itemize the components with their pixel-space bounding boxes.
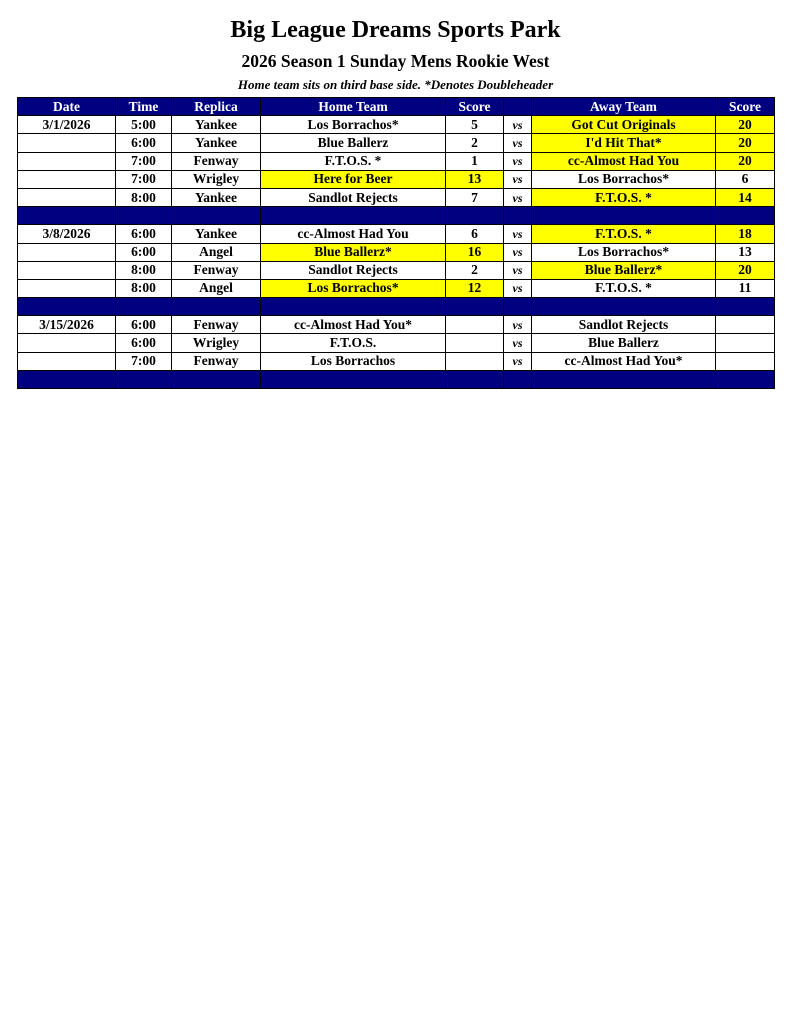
away-team-cell: Los Borrachos* xyxy=(532,170,716,188)
replica-cell: Wrigley xyxy=(172,170,261,188)
table-row xyxy=(18,152,775,170)
away-team-cell: I'd Hit That* xyxy=(532,134,716,152)
replica-cell: Fenway xyxy=(172,352,261,370)
home-score-cell: 1 xyxy=(446,152,504,170)
away-team-cell: Blue Ballerz xyxy=(532,334,716,352)
separator-cell xyxy=(716,370,775,388)
vs-cell: vs xyxy=(504,134,532,152)
date-cell: 3/15/2026 xyxy=(18,316,116,334)
separator-cell xyxy=(116,370,172,388)
vs-cell: vs xyxy=(504,352,532,370)
home-score-cell: 2 xyxy=(446,261,504,279)
home-team-cell: Sandlot Rejects xyxy=(261,188,446,206)
away-score-cell: 11 xyxy=(716,279,775,297)
separator-cell xyxy=(532,370,716,388)
separator-cell xyxy=(716,207,775,225)
separator-cell xyxy=(504,370,532,388)
home-team-cell: Los Borrachos xyxy=(261,352,446,370)
home-team-cell: Los Borrachos* xyxy=(261,116,446,134)
table-row xyxy=(18,334,775,352)
col-header-time: Time xyxy=(116,98,172,116)
date-cell xyxy=(18,261,116,279)
col-header-home-team: Home Team xyxy=(261,98,446,116)
date-cell xyxy=(18,279,116,297)
separator-cell xyxy=(261,207,446,225)
table-row xyxy=(18,225,775,243)
table-row xyxy=(18,261,775,279)
home-score-cell: 12 xyxy=(446,279,504,297)
table-row xyxy=(18,243,775,261)
week-separator-row xyxy=(18,298,775,316)
home-team-cell: Blue Ballerz xyxy=(261,134,446,152)
separator-cell xyxy=(446,207,504,225)
away-score-cell: 18 xyxy=(716,225,775,243)
separator-cell xyxy=(261,298,446,316)
time-cell: 8:00 xyxy=(116,261,172,279)
away-team-cell: Blue Ballerz* xyxy=(532,261,716,279)
vs-cell: vs xyxy=(504,243,532,261)
schedule-note: Home team sits on third base side. *Denotes Doubleheader xyxy=(237,77,554,92)
table-row xyxy=(18,316,775,334)
vs-cell: vs xyxy=(504,225,532,243)
home-team-cell: F.T.O.S. * xyxy=(261,152,446,170)
away-score-cell xyxy=(716,316,775,334)
replica-cell: Yankee xyxy=(172,116,261,134)
home-team-cell: cc-Almost Had You* xyxy=(261,316,446,334)
time-cell: 8:00 xyxy=(116,188,172,206)
away-team-cell: cc-Almost Had You* xyxy=(532,352,716,370)
separator-cell xyxy=(18,298,116,316)
separator-cell xyxy=(504,298,532,316)
replica-cell: Angel xyxy=(172,243,261,261)
page-title: Big League Dreams Sports Park xyxy=(230,17,561,43)
away-score-cell: 20 xyxy=(716,152,775,170)
time-cell: 5:00 xyxy=(116,116,172,134)
away-score-cell: 20 xyxy=(716,116,775,134)
date-cell xyxy=(18,170,116,188)
replica-cell: Fenway xyxy=(172,152,261,170)
time-cell: 6:00 xyxy=(116,334,172,352)
away-score-cell: 6 xyxy=(716,170,775,188)
vs-cell: vs xyxy=(504,316,532,334)
home-score-cell xyxy=(446,352,504,370)
replica-cell: Fenway xyxy=(172,316,261,334)
vs-cell: vs xyxy=(504,170,532,188)
replica-cell: Yankee xyxy=(172,134,261,152)
time-cell: 7:00 xyxy=(116,170,172,188)
time-cell: 6:00 xyxy=(116,316,172,334)
replica-cell: Yankee xyxy=(172,225,261,243)
away-score-cell: 14 xyxy=(716,188,775,206)
away-team-cell: Sandlot Rejects xyxy=(532,316,716,334)
date-cell xyxy=(18,352,116,370)
replica-cell: Fenway xyxy=(172,261,261,279)
separator-cell xyxy=(116,298,172,316)
table-row xyxy=(18,279,775,297)
col-header-away-team: Away Team xyxy=(532,98,716,116)
separator-cell xyxy=(18,370,116,388)
home-score-cell: 7 xyxy=(446,188,504,206)
home-team-cell: cc-Almost Had You xyxy=(261,225,446,243)
date-cell xyxy=(18,134,116,152)
separator-cell xyxy=(446,298,504,316)
separator-cell xyxy=(172,207,261,225)
table-row xyxy=(18,170,775,188)
home-team-cell: Sandlot Rejects xyxy=(261,261,446,279)
separator-cell xyxy=(172,370,261,388)
replica-cell: Yankee xyxy=(172,188,261,206)
away-team-cell: F.T.O.S. * xyxy=(532,279,716,297)
home-team-cell: F.T.O.S. xyxy=(261,334,446,352)
away-score-cell: 20 xyxy=(716,134,775,152)
home-team-cell: Los Borrachos* xyxy=(261,279,446,297)
date-cell xyxy=(18,334,116,352)
home-team-cell: Blue Ballerz* xyxy=(261,243,446,261)
table-row xyxy=(18,188,775,206)
schedule-body xyxy=(18,116,775,389)
col-header-date: Date xyxy=(18,98,116,116)
separator-cell xyxy=(532,207,716,225)
separator-cell xyxy=(18,207,116,225)
away-team-cell: Got Cut Originals xyxy=(532,116,716,134)
time-cell: 6:00 xyxy=(116,243,172,261)
week-separator-row xyxy=(18,370,775,388)
away-score-cell: 13 xyxy=(716,243,775,261)
home-score-cell: 2 xyxy=(446,134,504,152)
away-score-cell xyxy=(716,352,775,370)
replica-cell: Wrigley xyxy=(172,334,261,352)
home-score-cell: 13 xyxy=(446,170,504,188)
date-cell xyxy=(18,243,116,261)
vs-cell: vs xyxy=(504,116,532,134)
col-header-vs xyxy=(504,98,532,116)
time-cell: 6:00 xyxy=(116,134,172,152)
page-subtitle: 2026 Season 1 Sunday Mens Rookie West xyxy=(241,51,550,71)
vs-cell: vs xyxy=(504,261,532,279)
home-score-cell: 5 xyxy=(446,116,504,134)
away-score-cell xyxy=(716,334,775,352)
table-row xyxy=(18,134,775,152)
vs-cell: vs xyxy=(504,334,532,352)
vs-cell: vs xyxy=(504,188,532,206)
vs-cell: vs xyxy=(504,152,532,170)
schedule-table xyxy=(17,97,775,389)
separator-cell xyxy=(716,298,775,316)
table-row xyxy=(18,352,775,370)
date-cell: 3/8/2026 xyxy=(18,225,116,243)
separator-cell xyxy=(172,298,261,316)
time-cell: 7:00 xyxy=(116,152,172,170)
time-cell: 7:00 xyxy=(116,352,172,370)
away-team-cell: Los Borrachos* xyxy=(532,243,716,261)
home-score-cell: 16 xyxy=(446,243,504,261)
date-cell xyxy=(18,188,116,206)
col-header-replica: Replica xyxy=(172,98,261,116)
separator-cell xyxy=(261,370,446,388)
home-team-cell: Here for Beer xyxy=(261,170,446,188)
separator-cell xyxy=(532,298,716,316)
table-header-row xyxy=(18,98,775,116)
separator-cell xyxy=(446,370,504,388)
home-score-cell xyxy=(446,334,504,352)
away-score-cell: 20 xyxy=(716,261,775,279)
date-cell: 3/1/2026 xyxy=(18,116,116,134)
vs-cell: vs xyxy=(504,279,532,297)
separator-cell xyxy=(116,207,172,225)
time-cell: 8:00 xyxy=(116,279,172,297)
home-score-cell xyxy=(446,316,504,334)
separator-cell xyxy=(504,207,532,225)
away-team-cell: F.T.O.S. * xyxy=(532,225,716,243)
table-row xyxy=(18,116,775,134)
date-cell xyxy=(18,152,116,170)
col-header-away-score: Score xyxy=(716,98,775,116)
week-separator-row xyxy=(18,207,775,225)
time-cell: 6:00 xyxy=(116,225,172,243)
away-team-cell: cc-Almost Had You xyxy=(532,152,716,170)
col-header-home-score: Score xyxy=(446,98,504,116)
home-score-cell: 6 xyxy=(446,225,504,243)
replica-cell: Angel xyxy=(172,279,261,297)
away-team-cell: F.T.O.S. * xyxy=(532,188,716,206)
